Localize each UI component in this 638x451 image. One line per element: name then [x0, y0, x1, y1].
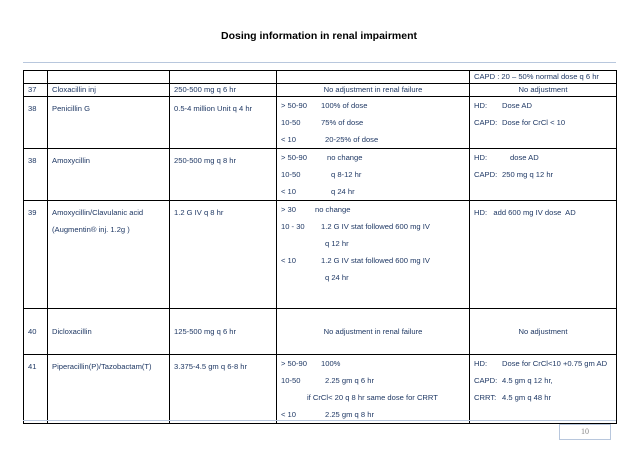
normal-dose: 3.375-4.5 gm q 6-8 hr: [170, 355, 277, 424]
drug-name: Piperacillin(P)/Tazobactam(T): [48, 355, 170, 424]
renal-adjustment: > 30 no change 10 - 30 1.2 G IV stat followed 600 mg IV q 12 hr < 10 1.2 G IV stat followed 600 mg IV q 24 hr: [277, 201, 470, 309]
dialysis-dose: HD: Dose for CrCl<10 +0.75 gm AD CAPD: 4.5 gm q 12 hr, CRRT: 4.5 gm q 48 hr: [470, 355, 617, 424]
dosing-table: [23, 70, 617, 424]
table-row: [24, 309, 617, 355]
page-number: 10: [559, 424, 611, 440]
renal-adjustment: > 50-90 100% of dose 10-50 75% of dose < 10 20-25% of dose: [277, 97, 470, 149]
dialysis-dose: No adjustment: [470, 84, 617, 97]
drug-name: Cloxacillin inj: [48, 84, 170, 97]
drug-name: Amoxycillin/Clavulanic acid (Augmentin® inj. 1.2g ): [48, 201, 170, 309]
row-number: 38: [24, 97, 48, 149]
table-row: [24, 201, 617, 309]
renal-adjustment: > 50-90 no change 10-50 q 8-12 hr < 10 q 24 hr: [277, 149, 470, 201]
table-row: [24, 84, 617, 97]
normal-dose: 250-500 mg q 6 hr: [170, 84, 277, 97]
renal-adjustment: No adjustment in renal failure: [277, 309, 470, 355]
normal-dose: 0.5-4 million Unit q 4 hr: [170, 97, 277, 149]
capd-note: CAPD : 20 – 50% normal dose q 6 hr: [470, 71, 617, 84]
row-number: 37: [24, 84, 48, 97]
table-row: [24, 71, 617, 84]
dialysis-dose: HD: dose AD CAPD: 250 mg q 12 hr: [470, 149, 617, 201]
drug-name: Penicillin G: [48, 97, 170, 149]
normal-dose: 250-500 mg q 8 hr: [170, 149, 277, 201]
table-row: [24, 149, 617, 201]
row-number: 38: [24, 149, 48, 201]
renal-adjustment: > 50-90 100% 10-50 2.25 gm q 6 hr if CrCl< 20 q 8 hr same dose for CRRT < 10 2.25 gm q 8 hr: [277, 355, 470, 424]
row-number: 40: [24, 309, 48, 355]
renal-adjustment: No adjustment in renal failure: [277, 84, 470, 97]
dialysis-dose: HD: add 600 mg IV dose AD: [470, 201, 617, 309]
drug-name: Dicloxacillin: [48, 309, 170, 355]
table-row: [24, 97, 617, 149]
normal-dose: 125-500 mg q 6 hr: [170, 309, 277, 355]
row-number: 39: [24, 201, 48, 309]
dialysis-dose: No adjustment: [470, 309, 617, 355]
normal-dose: 1.2 G IV q 8 hr: [170, 201, 277, 309]
page-title: Dosing information in renal impairment: [220, 30, 418, 42]
row-number: 41: [24, 355, 48, 424]
footer-rule: [23, 420, 616, 421]
dialysis-dose: HD: Dose AD CAPD: Dose for CrCl < 10: [470, 97, 617, 149]
drug-name: Amoxycillin: [48, 149, 170, 201]
table-row: [24, 355, 617, 424]
header-rule: [23, 62, 616, 63]
